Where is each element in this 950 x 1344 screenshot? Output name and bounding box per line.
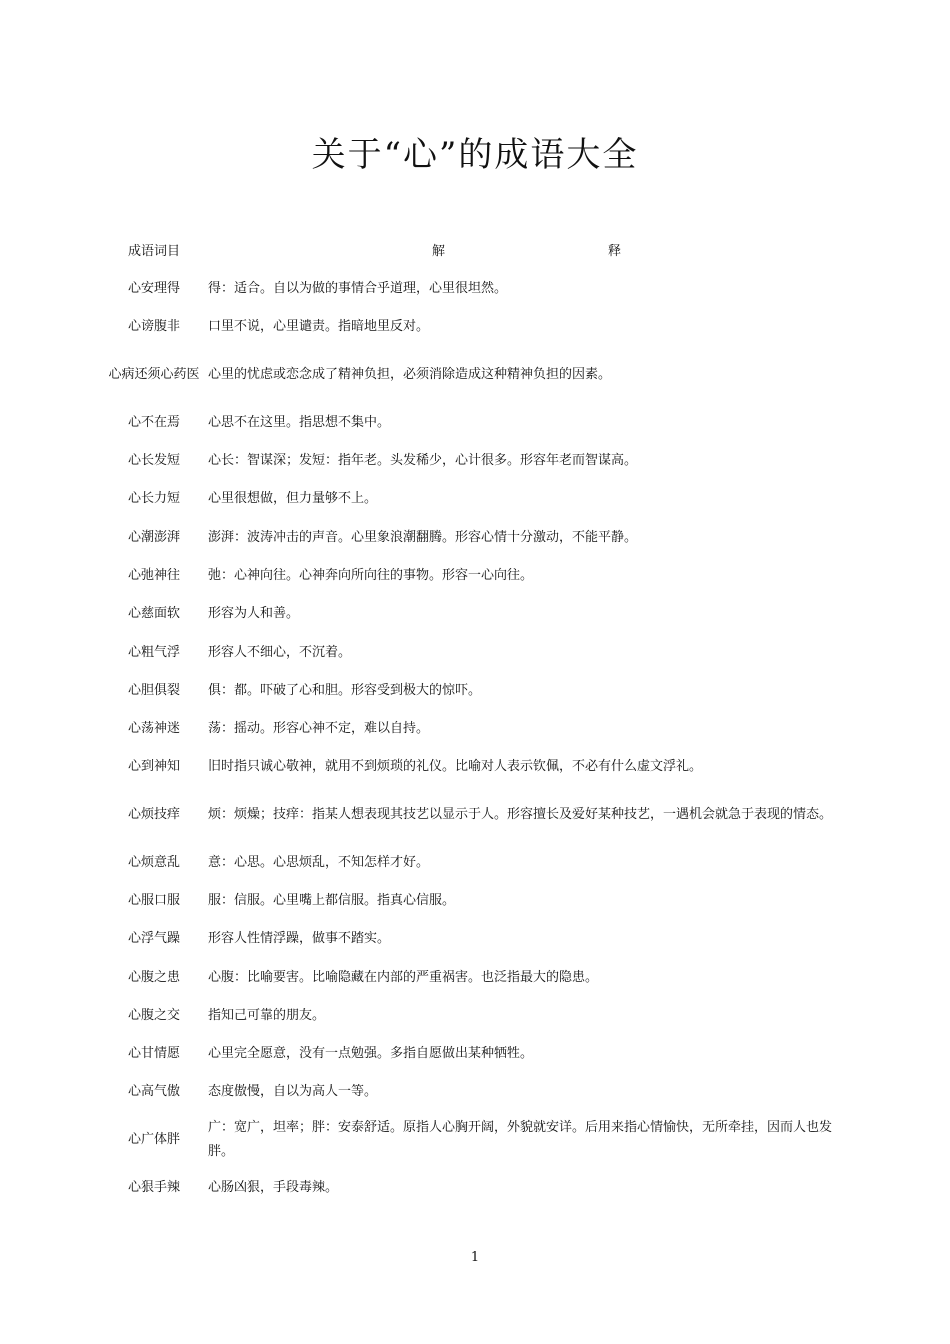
table-row bbox=[104, 270, 844, 308]
idiom-term: 心潮澎湃 bbox=[127, 529, 180, 545]
idiom-explanation: 俱：都。吓破了心和胆。形容受到极大的惊吓。 bbox=[208, 682, 482, 698]
idiom-explanation: 口里不说，心里谴责。指暗地里反对。 bbox=[208, 319, 430, 335]
idiom-term: 心服口服 bbox=[127, 893, 180, 908]
header-explanation-label-1: 解 bbox=[432, 244, 446, 259]
header-term-label: 成语词目 bbox=[127, 244, 180, 259]
table-row bbox=[104, 595, 844, 633]
idiom-explanation: 心里的忧虑或恋念成了精神负担，必须消除造成这种精神负担的因素。 bbox=[208, 367, 612, 383]
table-row bbox=[104, 1073, 844, 1111]
idiom-explanation: 心思不在这里。指思想不集中。 bbox=[208, 414, 391, 430]
idiom-term: 心高气傲 bbox=[127, 1084, 180, 1100]
idiom-explanation: 心长：智谋深；发短：指年老。头发稀少，心计很多。形容年老而智谋高。 bbox=[208, 453, 638, 469]
page-title: 关于“心”的成语大全 bbox=[311, 135, 639, 175]
table-row bbox=[104, 958, 844, 996]
table-row bbox=[104, 1169, 844, 1207]
table-row bbox=[104, 347, 844, 404]
idiom-term: 心到神知 bbox=[127, 759, 180, 775]
table-row bbox=[104, 1035, 844, 1073]
table-row bbox=[104, 518, 844, 556]
table-row bbox=[104, 442, 844, 480]
table-row bbox=[104, 787, 844, 844]
table-row bbox=[104, 672, 844, 710]
idiom-term: 心不在焉 bbox=[127, 414, 180, 430]
idiom-explanation: 心肠凶狠，手段毒辣。 bbox=[208, 1179, 339, 1195]
header-explanation-label-2: 释 bbox=[608, 244, 622, 259]
idiom-term: 心甘情愿 bbox=[127, 1046, 180, 1062]
table-row bbox=[104, 844, 844, 882]
idiom-term: 心腹之患 bbox=[127, 969, 180, 985]
idiom-term: 心病还须心药医 bbox=[108, 367, 200, 383]
table-row bbox=[104, 1112, 844, 1169]
idiom-explanation: 形容为人和善。 bbox=[208, 606, 300, 622]
idiom-term: 心烦技痒 bbox=[127, 807, 180, 823]
idiom-explanation: 态度傲慢，自以为高人一等。 bbox=[208, 1084, 378, 1100]
idiom-explanation: 荡：摇动。形容心神不定，难以自持。 bbox=[208, 721, 430, 737]
idiom-explanation: 心里完全愿意，没有一点勉强。多指自愿做出某种牺牲。 bbox=[208, 1046, 534, 1062]
idiom-term: 心浮气躁 bbox=[127, 931, 180, 947]
idiom-explanation: 旧时指只诚心敬神，就用不到烦琐的礼仪。比喻对人表示钦佩，不必有什么虚文浮礼。 bbox=[208, 759, 703, 775]
idiom-explanation: 烦：烦燥；技痒：指某人想表现其技艺以显示于人。形容擅长及爱好某种技艺，一遇机会就急于表现的情态。 bbox=[208, 807, 833, 823]
idiom-explanation: 得：适合。自以为做的事情合乎道理，心里很坦然。 bbox=[208, 281, 508, 297]
idiom-explanation: 指知己可靠的朋友。 bbox=[208, 1007, 326, 1023]
idiom-explanation: 意：心思。心思烦乱，不知怎样才好。 bbox=[208, 854, 430, 870]
idiom-term: 心慈面软 bbox=[127, 606, 180, 622]
idiom-term: 心腹之交 bbox=[127, 1007, 180, 1023]
idiom-term: 心长力短 bbox=[127, 491, 180, 507]
table-header bbox=[104, 238, 844, 266]
idiom-explanation: 弛：心神向往。心神奔向所向往的事物。形容一心向往。 bbox=[208, 567, 534, 583]
idiom-explanation: 澎湃：波涛冲击的声音。心里象浪潮翻腾。形容心情十分激动，不能平静。 bbox=[208, 529, 638, 545]
table-row bbox=[104, 920, 844, 958]
table-row bbox=[104, 748, 844, 786]
idiom-explanation: 服：信服。心里嘴上都信服。指真心信服。 bbox=[208, 893, 456, 908]
idiom-explanation: 广：宽广，坦率；胖：安泰舒适。原指人心胸开阔，外貌就安详。后用来指心情愉快，无所牵挂，因而人也发胖。 bbox=[208, 1120, 833, 1160]
idiom-term: 心谤腹非 bbox=[127, 319, 180, 335]
table-row bbox=[104, 557, 844, 595]
idiom-explanation: 形容人性情浮躁，做事不踏实。 bbox=[208, 931, 391, 947]
idiom-term: 心粗气浮 bbox=[127, 644, 180, 660]
idiom-explanation: 心里很想做，但力量够不上。 bbox=[208, 491, 378, 507]
idiom-term: 心胆俱裂 bbox=[127, 682, 180, 698]
table-row bbox=[104, 633, 844, 671]
idiom-term: 心广体胖 bbox=[127, 1132, 180, 1148]
idiom-term: 心长发短 bbox=[127, 453, 180, 469]
idiom-term: 心安理得 bbox=[127, 281, 180, 297]
idiom-term: 心荡神迷 bbox=[127, 721, 180, 737]
table-row bbox=[104, 404, 844, 442]
idiom-explanation: 心腹：比喻要害。比喻隐藏在内部的严重祸害。也泛指最大的隐患。 bbox=[208, 969, 599, 985]
table-row bbox=[104, 480, 844, 518]
page-number: 1 bbox=[470, 1250, 480, 1265]
idiom-term: 心弛神往 bbox=[127, 567, 180, 583]
idiom-term: 心狠手辣 bbox=[127, 1179, 180, 1195]
table-row bbox=[104, 997, 844, 1035]
table-row bbox=[104, 882, 844, 920]
idiom-explanation: 形容人不细心，不沉着。 bbox=[208, 644, 352, 660]
idiom-table bbox=[104, 270, 844, 1207]
table-row bbox=[104, 308, 844, 346]
table-row bbox=[104, 710, 844, 748]
idiom-term: 心烦意乱 bbox=[127, 854, 180, 870]
